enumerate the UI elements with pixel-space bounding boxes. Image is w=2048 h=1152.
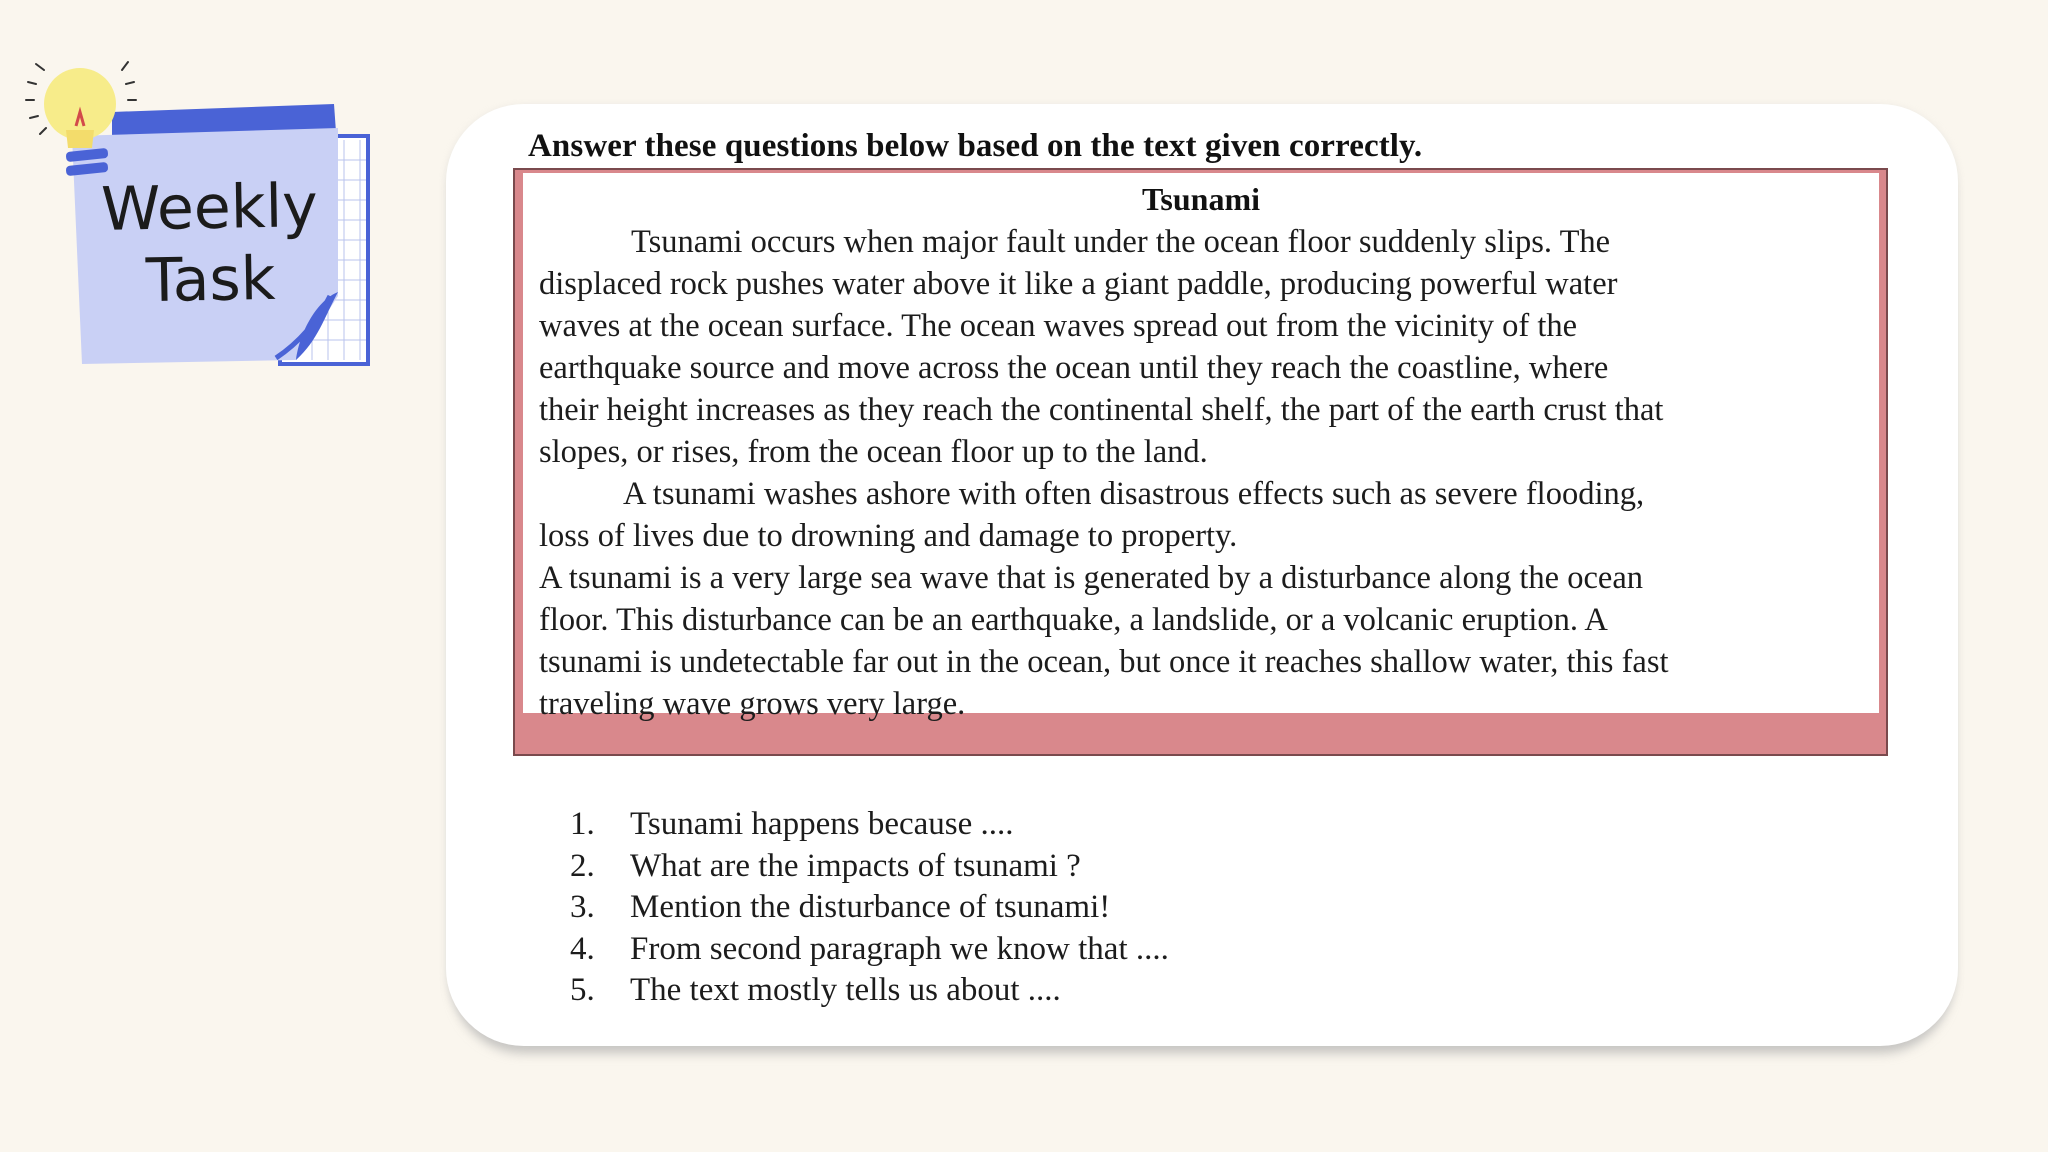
sticker-title-line1: Weekly [100, 171, 319, 245]
sticker-title-line2: Task [145, 243, 276, 317]
question-item [570, 929, 1169, 971]
reading-text-panel [523, 173, 1879, 722]
passage-line: displaced rock pushes water above it like a giant paddle, producing powerful water [539, 266, 1618, 302]
reading-text-frame [513, 168, 1888, 756]
question-text: The text mostly tells us about .... [630, 972, 1061, 1008]
weekly-task-sticker [0, 0, 400, 400]
instruction-heading: Answer these questions below based on the text given correctly. [528, 128, 1423, 164]
passage-line: A tsunami washes ashore with often disastrous effects such as severe flooding, [623, 476, 1645, 512]
question-item [570, 846, 1169, 888]
sticker-title [94, 170, 326, 318]
passage-title: Tsunami [1142, 181, 1260, 217]
question-text: What are the impacts of tsunami ? [630, 847, 1081, 884]
question-number: 3. [570, 889, 595, 925]
passage-line: Tsunami occurs when major fault under the ocean floor suddenly slips. The [631, 224, 1611, 260]
passage-line: tsunami is undetectable far out in the ocean, but once it reaches shallow water, this fast [539, 644, 1669, 680]
question-list [570, 804, 1169, 1012]
passage-line: earthquake source and move across the ocean until they reach the coastline, where [539, 350, 1609, 386]
question-text: Tsunami happens because .... [630, 806, 1014, 842]
passage-body [539, 221, 1879, 725]
question-item [570, 887, 1169, 929]
passage-line: loss of lives due to drowning and damage to property. [539, 518, 1238, 554]
passage-line: floor. This disturbance can be an earthquake, a landslide, or a volcanic eruption. A [539, 602, 1608, 638]
question-number: 5. [570, 972, 595, 1008]
question-item [570, 804, 1169, 846]
question-number: 1. [570, 806, 595, 842]
passage-line: their height increases as they reach the continental shelf, the part of the earth crust that [539, 392, 1664, 428]
question-number: 2. [570, 847, 595, 884]
passage-line: traveling wave grows very large. [539, 686, 966, 722]
passage-line: A tsunami is a very large sea wave that is generated by a disturbance along the ocean [539, 560, 1644, 596]
question-text: From second paragraph we know that .... [630, 930, 1169, 967]
passage-line: slopes, or rises, from the ocean floor up to the land. [539, 434, 1208, 470]
question-text: Mention the disturbance of tsunami! [630, 889, 1111, 925]
question-number: 4. [570, 930, 595, 967]
question-item [570, 970, 1169, 1012]
passage-line: waves at the ocean surface. The ocean waves spread out from the vicinity of the [539, 308, 1578, 344]
